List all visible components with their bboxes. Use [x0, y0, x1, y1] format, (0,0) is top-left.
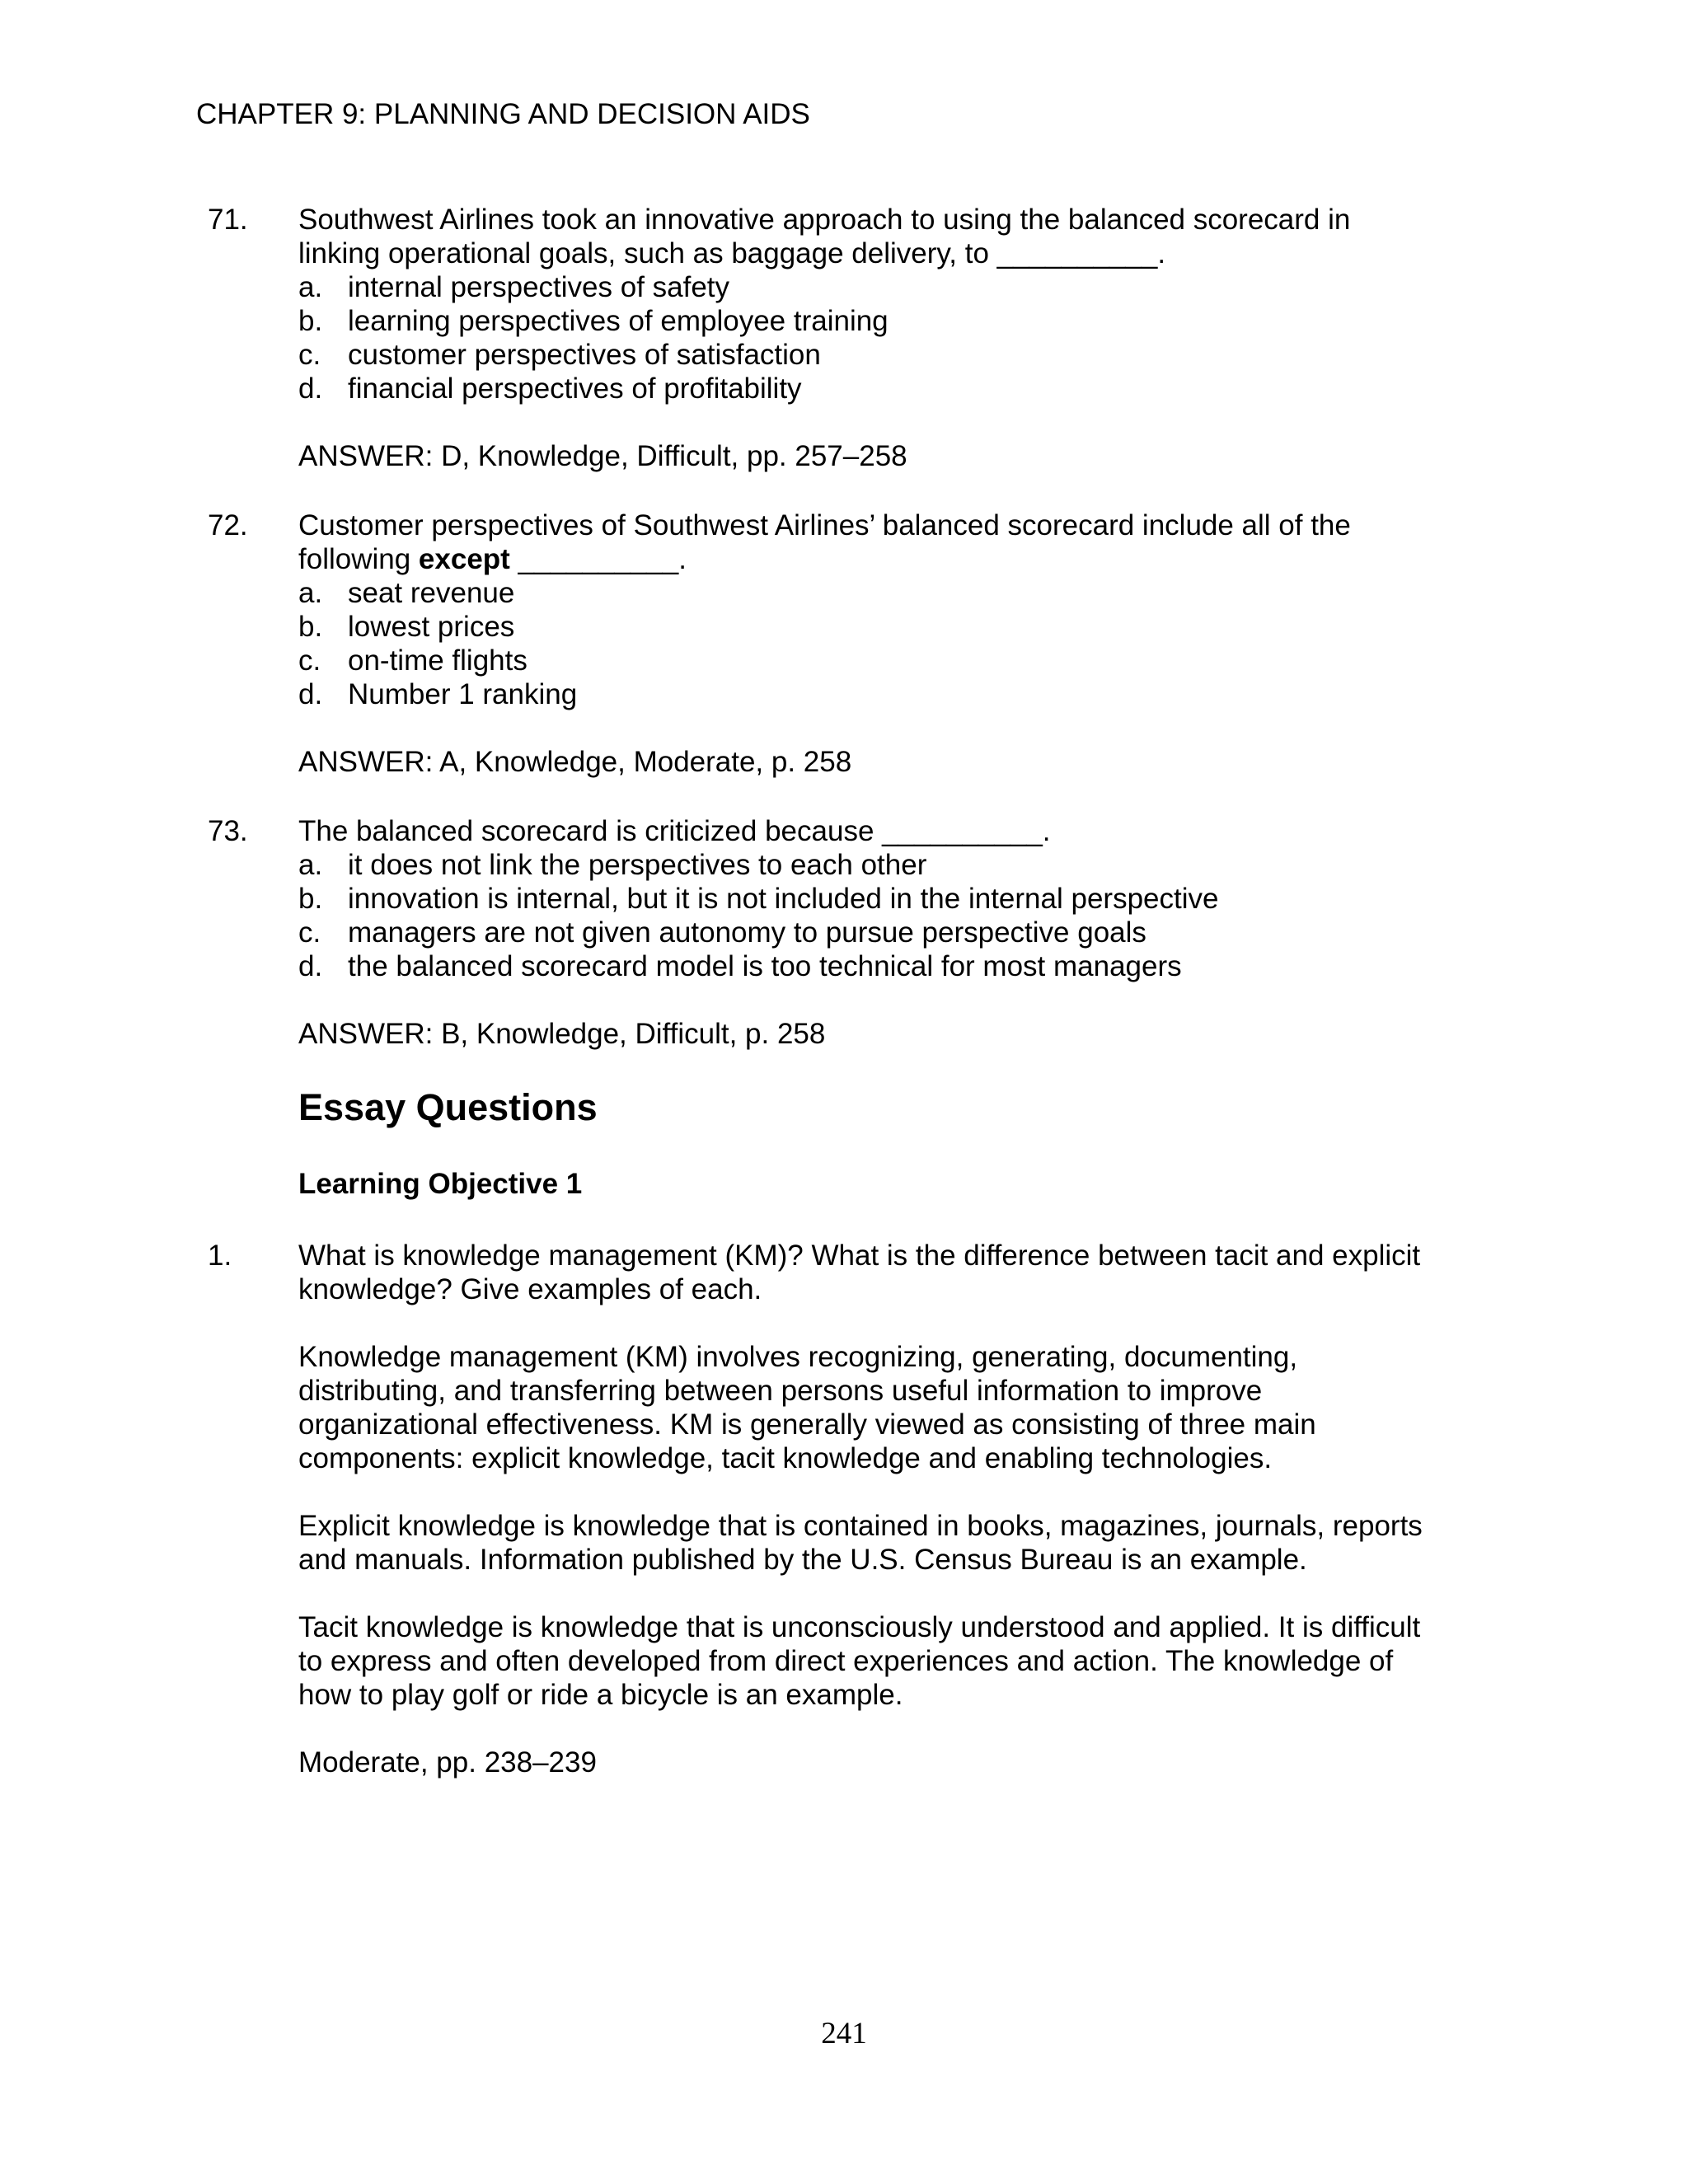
paragraph-line: how to play golf or ride a bicycle is an example. — [298, 1679, 903, 1711]
option-a — [298, 270, 1510, 304]
option-text: the balanced scorecard model is too technical for most managers — [348, 950, 1182, 982]
answer-paragraph — [298, 1610, 1510, 1712]
paragraph-line: Tacit knowledge is knowledge that is unconsciously understood and applied. It is difficult — [298, 1611, 1421, 1643]
stem-emphasis: except — [418, 543, 510, 575]
paragraph-line: and manuals. Information published by the U.S. Census Bureau is an example. — [298, 1544, 1307, 1576]
question-stem-line — [298, 542, 1510, 576]
option-letter: d. — [298, 950, 323, 982]
answer-line: Moderate, pp. 238–239 — [298, 1746, 597, 1779]
chapter-header: CHAPTER 9: PLANNING AND DECISION AIDS — [196, 98, 810, 130]
option-text: seat revenue — [348, 577, 515, 609]
option-list — [298, 848, 1510, 983]
option-letter: b. — [298, 611, 323, 643]
question-number: 71. — [208, 204, 248, 236]
option-letter: c. — [298, 916, 321, 949]
page-number: 241 — [821, 2017, 867, 2050]
option-text: lowest prices — [348, 611, 515, 643]
question-number: 1. — [208, 1240, 232, 1272]
question-number: 72. — [208, 509, 248, 541]
option-text: learning perspectives of employee training — [348, 305, 889, 337]
option-text: innovation is internal, but it is not included in the internal perspective — [348, 883, 1219, 915]
option-letter: b. — [298, 883, 323, 915]
question-number: 73. — [208, 815, 248, 847]
learning-objective: Learning Objective 1 — [298, 1168, 583, 1200]
option-d — [298, 677, 1510, 711]
stem-text: __________. — [509, 543, 687, 575]
option-text: Number 1 ranking — [348, 678, 578, 710]
option-a — [298, 848, 1510, 882]
section-title: Essay Questions — [298, 1086, 598, 1128]
question-stem-line: The balanced scorecard is criticized because __________. — [298, 815, 1051, 847]
question-71 — [208, 203, 1526, 473]
option-letter: a. — [298, 271, 323, 303]
question-stem-line: What is knowledge management (KM)? What is the difference between tacit and explicit — [298, 1240, 1421, 1272]
option-text: internal perspectives of safety — [348, 271, 730, 303]
option-d — [298, 372, 1510, 405]
option-b — [298, 304, 1510, 338]
question-72 — [208, 509, 1526, 779]
option-letter: a. — [298, 849, 323, 881]
option-c — [298, 338, 1510, 372]
option-letter: a. — [298, 577, 323, 609]
answer-paragraph — [298, 1340, 1510, 1475]
option-c — [298, 644, 1510, 677]
option-d — [298, 949, 1510, 983]
paragraph-line: Explicit knowledge is knowledge that is contained in books, magazines, journals, reports — [298, 1510, 1423, 1542]
option-letter: c. — [298, 644, 321, 677]
option-text: financial perspectives of profitability — [348, 373, 802, 405]
question-stem-line: Southwest Airlines took an innovative approach to using the balanced scorecard in — [298, 204, 1351, 236]
question-stem-line: knowledge? Give examples of each. — [298, 1273, 762, 1305]
option-b — [298, 610, 1510, 644]
paragraph-line: organizational effectiveness. KM is generally viewed as consisting of three main — [298, 1408, 1316, 1441]
option-b — [298, 882, 1510, 916]
option-letter: d. — [298, 373, 323, 405]
stem-text: following — [298, 543, 419, 575]
answer-paragraph — [298, 1509, 1510, 1577]
option-list — [298, 270, 1510, 405]
answer-line: ANSWER: B, Knowledge, Difficult, p. 258 — [298, 1018, 826, 1050]
option-text: on-time flights — [348, 644, 528, 677]
paragraph-line: Knowledge management (KM) involves recognizing, generating, documenting, — [298, 1341, 1298, 1373]
option-letter: c. — [298, 339, 321, 371]
question-73 — [208, 814, 1526, 1051]
option-text: customer perspectives of satisfaction — [348, 339, 821, 371]
essay-question-1 — [208, 1239, 1526, 1779]
answer-line: ANSWER: A, Knowledge, Moderate, p. 258 — [298, 746, 852, 778]
question-stem-line: Customer perspectives of Southwest Airlines’ balanced scorecard include all of the — [298, 509, 1351, 541]
answer-line: ANSWER: D, Knowledge, Difficult, pp. 257–258 — [298, 440, 907, 472]
question-stem-line: linking operational goals, such as baggage delivery, to __________. — [298, 237, 1166, 269]
paragraph-line: components: explicit knowledge, tacit knowledge and enabling technologies. — [298, 1442, 1273, 1474]
option-letter: b. — [298, 305, 323, 337]
option-a — [298, 576, 1510, 610]
paragraph-line: to express and often developed from direct experiences and action. The knowledge of — [298, 1645, 1394, 1677]
option-list — [298, 576, 1510, 711]
option-letter: d. — [298, 678, 323, 710]
paragraph-line: distributing, and transferring between persons useful information to improve — [298, 1375, 1263, 1407]
option-text: managers are not given autonomy to pursue perspective goals — [348, 916, 1146, 949]
option-c — [298, 916, 1510, 949]
option-text: it does not link the perspectives to each other — [348, 849, 927, 881]
